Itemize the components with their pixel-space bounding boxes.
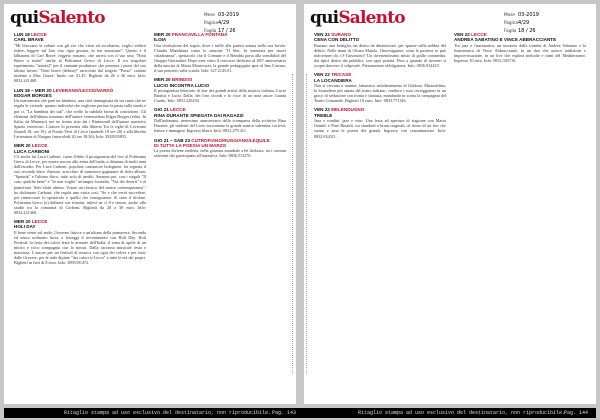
article: MER 20 LECCE HOLI DAY Il bene viene sul mole, l'inverno finisce a un'ultima della primavera. Seconda ed unico ordinario lucia, a festeggi il avvenimento con Holi Day. Holi Festival, la festa dei colori festa le armarie dell'India, il tema di aprile di un mitico e ricco compagnia con la nostra. Dalla carcassa musicale festa e maestosa. L'autore per un festival di musica con ogni dei colori e per tutti, dalle Grevere, per le mile dipinte "dai colori si Lecce" a tutte le età dei propri. Biglietti in fieri di 8 euro. Info: 3893391472.	[14, 219, 146, 266]
clipping-notice: Ritaglio stampa ad uso esclusivo del destinatario, non riproducibile.	[64, 410, 272, 416]
left-page	[4, 4, 296, 404]
left-page-right-column	[154, 32, 286, 388]
right-page	[304, 4, 596, 404]
page-meta: Mese 03-2019 Pagina4/29 Foglio 18 / 26	[504, 12, 539, 34]
right-page-right-column	[454, 32, 586, 388]
quisalento-logo: quiSalento	[310, 8, 405, 28]
page-meta: Mese 03-2019 Pagina4/29 Foglio 17 / 26	[204, 12, 239, 34]
quisalento-logo: quiSalento	[10, 8, 105, 28]
clipping-footer-bar	[4, 408, 596, 418]
left-page-left-column	[14, 32, 146, 388]
article: GIO 21 LECCE RINA DURANTE SPIEGATA DAI RAGAZZI Dall'indomani, trentesimo anniversario della scomparsa della scrittrice Rina Durante, gli studenti del Liceo raccontano la grande autrice salentina, tra testi, letture e immagini. Ingresso libero. Info: 0832.279.411.	[154, 107, 286, 134]
article: VEN 22 LECCE ANDREA SABATINO E VINCE ABBRACCIANTE Tra jazz e fisarmonica, un incontro dalla tromba di Andrea Sabatino e la fisarmonica di Vince Abbracciante, in un duo che unisce tradizione e improvvisazione, in un live che esplora melodie e ritmi del Mediterraneo. Ingresso 10 euro. Info: 0832.303716.	[454, 32, 586, 64]
page-number: Pag. 144	[564, 410, 589, 416]
article: LUN 18 LECCE CARL BRAVE "Mi bloccano le rubine con gli zio che vieni ad ascoltarmi, voglio vederti ridere, leggere sul loro viso ogni gestura, in fon emozione". Questo è il lalbaunni di Carl Brave, reggeto romano, che arriva con il suo tour "Notti Brave a teatro" anche al Politeama Greco di Lecce. Il tra singolare esperimento "teatriz2" per il cantante produttore che presenta i pezzi del suo ultimo lavoro "Notti brave (deluxe)" arricchito dal singolo "Posso" cantato insieme a Max Gazzè. Inizio ore 21.45. Biglietti da 26 a 36 euro. Info: 0832.241468.	[14, 32, 146, 84]
right-page-left-column	[314, 32, 446, 388]
clipping-notice: Ritaglio stampa ad uso esclusivo del destinatario, non riproducibile.	[358, 410, 566, 416]
page-divider	[292, 74, 294, 374]
article: GIO 21 – SAB 23 CUTROFIANO/RUGGIANO/LEQUILE DI TUTTA LA POESIA UN MARZO La poesia diviene staffetta, nella giornata mondiale a lei dedicata, tra i comuni salentini che partecipano all'iniziativa. Info: 0836.513276.	[154, 137, 286, 159]
article: VEN 22 MELENDUGNO TREBLE Jazz e rondini, jazz e vino. Una festa ad apertura di stagione con Mario Gentile e Pino Rinaldi, tra standard e brani originali, al ritmo di un trio che suona e ama la poesia dei grandi. Ingresso con consumazione. Info: 0832.834311.	[314, 107, 446, 139]
article: VEN 22 TRICASE LA LOCANDIERA Non si cercano o uomini, fantastico un'adattamento di Goldoni: Mirandolina, la locandiera più amata del teatro italiano, conduce i suoi corteggiatori in un gioco di seduzione con ironia e fantasia, mandando in scena la compagnia del Teatro Comunale. Biglietti 10 euro. Info: 0833.771146.	[314, 72, 446, 104]
article: MER 20 FRANCAVILLA FONTANA ILOIA Una rivoluzione del sogno, dove i ruffle alla partita venuta nella sua favola. Claudia Mandriana canta la canzone "Il bloc. In memoria per nuovi cittadinanza", spettacolo che il Comune e il Brindisi porta alla sensibilità del Gruppo Giornalisti. Dopo aver vinto il concorso dedicato al 100° anniversario della nascita di Maria Montessori, la grande pedagogista apre al San Cosimo, il suo pensiero sulla scuola. Info: 327.2145.01.	[154, 32, 286, 74]
page-number: Pag. 143	[272, 410, 297, 416]
article: MER 20 BRINDISI LUCIO INCONTRA LUCIO Il protagonista letterario di due dei grandi artisti della musica italiana, Lucio Battisti e Lucio Dalla, dei loro ricordi e la voce di un noto attore Gianni Ciardo. Info: 0831.229230.	[154, 77, 286, 104]
page-divider	[306, 74, 308, 374]
article: LUN 18 – MER 20 LEVERANO/LECCE/NARDÒ EDGAR BORGES Un matrimonio che pare un labirinto, una città immaginata da un canto che ne regala le vicende, quattro individui che vogliono portare la pasta sulla strada e poi ci, "La bambina dei sali", che svelle la subdola forma di costrizione. Gli elementi dell'ultimo romanzo dell'autore venezuelano Edgar Borges (edito. In Italia, da Marinari) nei tre fromo sino dai i Rinimondi dell'autore narrativo Spazio estrerioso. L'autore lo presenta alla libreria Tra le righe di Leverano (lunedì 18, ore 19), al Fondo Verri di Lecce (martedì 19 ore 20) e alla libreria Letteratura di Nuogno (mercoledì 20 ore 18.30). Info: 3928355835.	[14, 87, 146, 140]
article: MER 20 LECCE LUCA CARBONI C'è anche lui Luca Carboni, cuore d'ebbe il protagonista del live al Politeama Greco di Lecce, per essere ancora allo zenta dell'onda, a distanza di molti anni dall'esordio. Per Luca Carboni, popolare cantautore bolognese, ha segnata il suo secondo disco d'amore, arricchito di numerose gagnantei di dolci album: "Sputnik" e l'ultimo disco, tutto solo di inediti. Saranno poi, con i singoli "Il caso qualche bene" e "Io non voglio" un'ampia locandia, "Via dei deserti" e al pianoforte. Solo sfatti ultimo. Votare un classico del nostro contemporaneo", ha dichiarato Carboni; che regala una visita così: "Se e che verrà succedere, per rintracciare lo spettacolo o quello che rinseguiamo. Si sono il titolare, Politeama Greco (o) dallaavì sue trinaìni: in(tesi ne c) 8 e tenore, anche allo studio tra la comunità di Carboni. Biglietti da 20 a 38 euro. Info: 0832.241468.	[14, 143, 146, 215]
article: VEN 22 SURANO CENA CON DELITTO Bastano una bottiglia, un dietro da dimenticare, per sparire nella nebbia del delitto. Nelle mani di Chiara Maiolo, l'investigatore, sotto la pastiera se può indovinare chi c'è l'assassino? Un divertentissimo misto di giallo commedia, dai tipici dietro dai pubblici, con ogni portata. Fino a quando di inverno si scopre davvero il colpevole. Prenotazione obbligatoria. Info: 0836.914419.	[314, 32, 446, 69]
